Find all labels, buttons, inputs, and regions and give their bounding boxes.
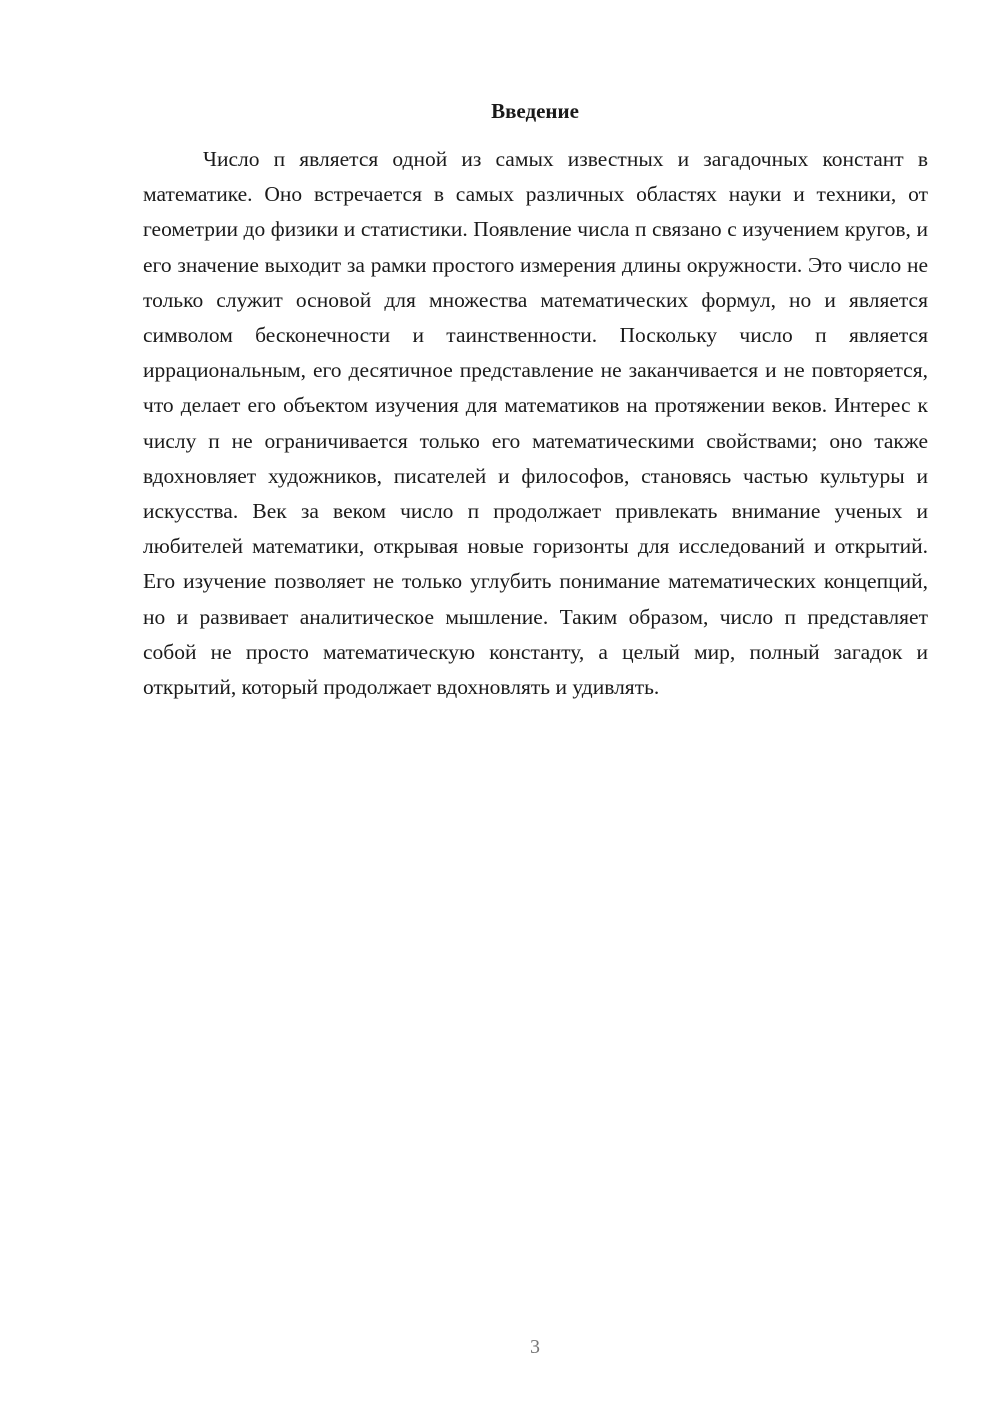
page-number: 3 — [530, 1336, 540, 1358]
body-paragraph: Число п является одной из самых известных и загадочных констант в математике. Оно встречается в самых различных областях науки и техники, от геометрии до физики и статистики. Появление числа п связано с изучением кругов, и его значение выходит за рамки простого измерения длины окружности. Это число не только служит основой для множества математических формул, но и является символом бесконечности и таинственности. Поскольку число п является иррациональным, его десятичное представление не заканчивается и не повторяется, что делает его объектом изучения для математиков на протяжении веков. Интерес к числу п не ограничивается только его математическими свойствами; оно также вдохновляет художников, писателей и философов, становясь частью культуры и искусства. Век за веком число п продолжает привлекать внимание ученых и любителей математики, открывая новые горизонты для исследований и открытий. Его изучение позволяет не только углубить понимание математических концепций, но и развивает аналитическое мышление. Таким образом, число п представляет собой не просто математическую константу, а целый мир, полный загадок и открытий, который продолжает вдохновлять и удивлять. — [143, 147, 928, 700]
section-heading: Введение — [491, 99, 579, 123]
